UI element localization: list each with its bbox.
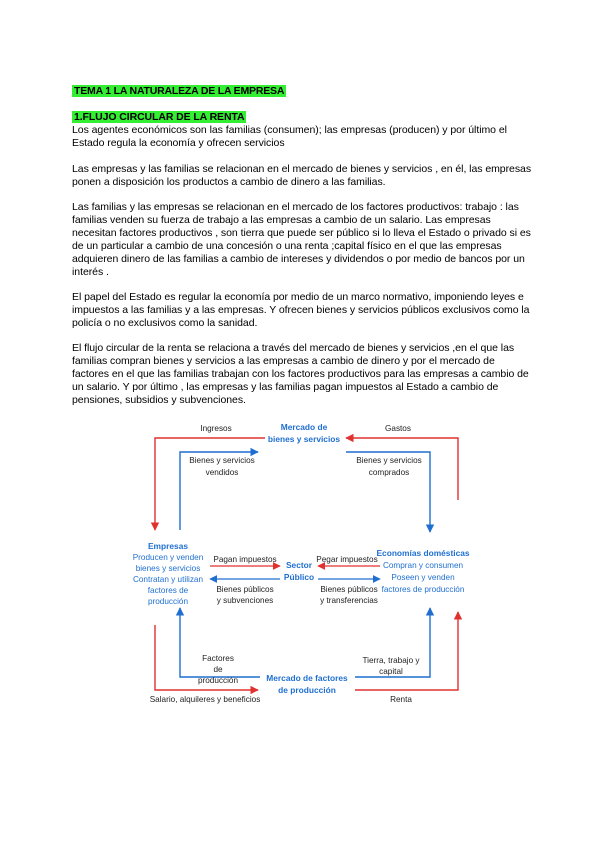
label-gastos: Gastos [385,424,411,433]
label-pay-taxes-right: Pegar impuestos [316,555,378,564]
paragraph-factors-market: Las familias y las empresas se relacionan en el mercado de los factores productivos: trabajo : las familias venden su fuerza de trabajo a las empresas a cambio de un salario. Las empresas necesitan factores productivos , son tierra que puede ser público si lo lleva el Estado o privado si es de un particular a cambio de una concesión o una renta ;capital físico en el que las empresas adquieren dinero de las familias a cambio de intereses y dividendos o por medio de bancos por un interés . [72,201,531,278]
land-labor-line1: Tierra, trabajo y [362,656,420,665]
goods-bought-line1: Bienes y servicios [356,456,422,465]
goods-bought-line2: comprados [368,468,410,477]
factors-line3: producción [197,676,239,685]
land-labor-line2: capital [379,667,403,676]
households-title: Economías domésticas [376,548,470,558]
public-sector-line2: Público [283,572,315,582]
households-desc-3: factores de producción [381,585,465,594]
public-goods-transfers-1: Bienes públicos [320,585,378,594]
market-goods-line1: Mercado de [280,422,328,432]
empresas-desc-2: bienes y servicios [135,564,201,573]
market-goods-line2: bienes y servicios [267,434,341,444]
factors-line1: Factores [202,654,234,663]
empresas-desc-3: Contratan y utilizan [132,575,204,584]
public-goods-subsidies-1: Bienes públicos [216,585,274,594]
label-pay-taxes-left: Pagan impuestos [213,555,277,564]
goods-sold-line2: vendidos [205,468,239,477]
empresas-title: Empresas [147,541,189,551]
section-title: 1.FLUJO CIRCULAR DE LA RENTA [74,111,245,123]
paragraph-state-role: El papel del Estado es regular la economía por medio de un marco normativo, imponiendo leyes e impuestos a las familias y a las empresas. Y ofrecen bienes y servicios públicos exclusivos como la policía o no exclusivos como la sanidad. [72,291,530,329]
households-desc-1: Compran y consumen [382,561,464,570]
market-factors-line1: Mercado de factores [266,673,348,683]
empresas-desc-4: factores de [147,586,189,595]
public-goods-subsidies-2: y subvenciones [216,596,274,605]
document-title: TEMA 1 LA NATURALEZA DE LA EMPRESA [74,85,285,97]
public-sector-line1: Sector [285,560,313,570]
households-desc-2: Poseen y venden [391,573,455,582]
empresas-desc-1: Producen y venden [132,553,204,562]
label-ingresos: Ingresos [200,424,232,433]
paragraph-goods-market: Las empresas y las familias se relacionan en el mercado de bienes y servicios , en él, las empresas ponen a disposición los productos a cambio de dinero a las familias. [72,163,532,188]
factors-line2: de [213,665,223,674]
label-salary: Salario, alquileres y beneficios [149,695,261,704]
label-rent: Renta [390,695,412,704]
paragraph-circular-flow: El flujo circular de la renta se relaciona a través del mercado de bienes y servicios ,en el que las familias compran bienes y servicios a las empresas a cambio de dinero y por el mercado de factores en el que las familias trabajan con los factores productivos para las empresas a cambio de un salario. Y por último , las empresas y las familias pagan impuestos al Estado a cambio de pensiones, subsidios y subvenciones. [72,342,529,406]
goods-sold-line1: Bienes y servicios [189,456,255,465]
market-factors-line2: de producción [278,685,336,695]
empresas-desc-5: producción [147,597,189,606]
paragraph-agents: Los agentes económicos son las familias (consumen); las empresas (producen) y por último el Estado regula la economía y ofrecen servicios [72,124,507,149]
public-goods-transfers-2: y transferencias [320,596,378,605]
arrow-rent [355,612,458,690]
